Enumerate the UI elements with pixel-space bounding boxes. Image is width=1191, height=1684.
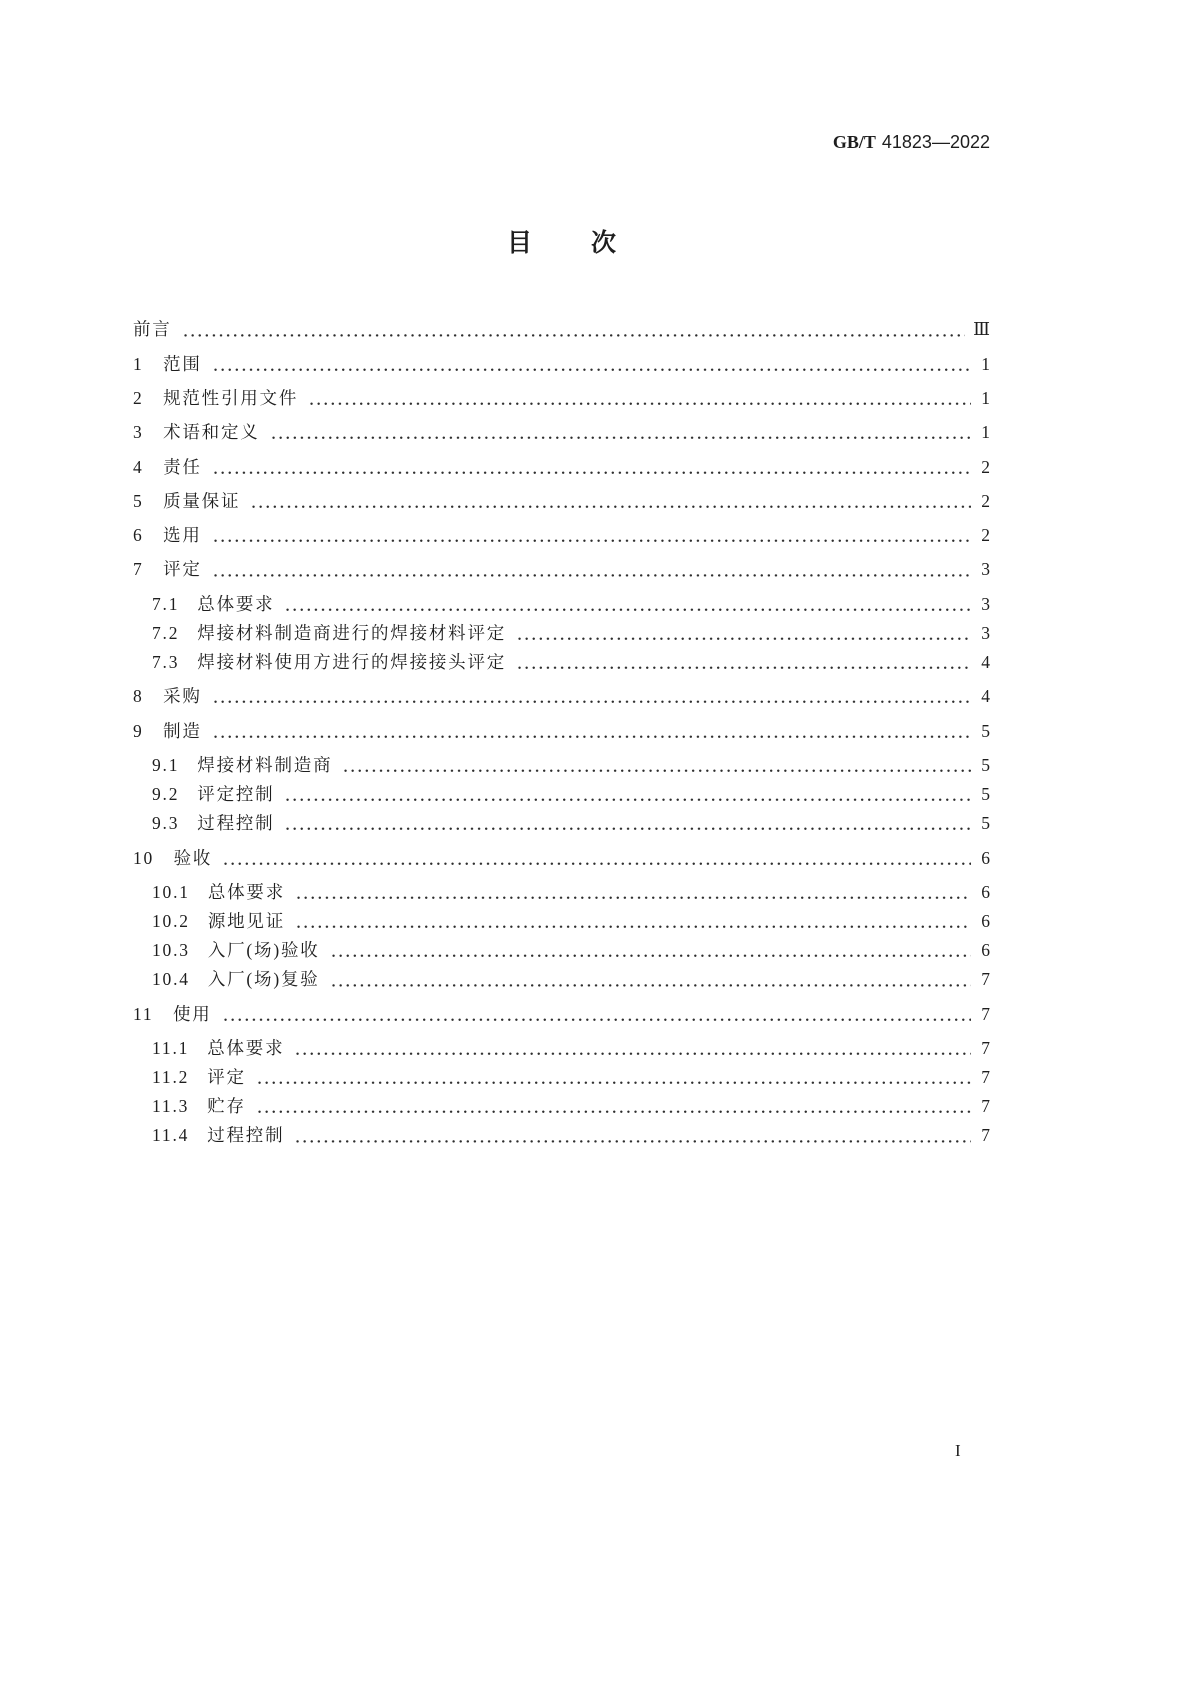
toc-entry-title: 前言 [133, 319, 172, 340]
toc-entry-number: 2 [133, 387, 144, 408]
toc-entry-page-number: 7 [981, 1067, 990, 1088]
toc-entry-page-number: 6 [981, 881, 990, 902]
dot-leader [222, 1000, 971, 1029]
dot-leader [516, 619, 971, 648]
toc-entry [133, 453, 990, 482]
toc-entry-number: 10 [133, 847, 155, 868]
toc-list [133, 310, 990, 1150]
toc-entry-number: 9.1 [152, 754, 180, 775]
toc-subentry [133, 648, 990, 677]
dot-leader [212, 521, 971, 550]
dot-leader [212, 555, 971, 584]
dot-leader [308, 384, 971, 413]
toc-entry-title: 评定控制 [197, 784, 275, 805]
dot-leader [212, 717, 971, 746]
toc-entry-number: 3 [133, 422, 144, 443]
toc-entry-title: 选用 [163, 525, 202, 546]
toc-entry-page-number: 5 [981, 784, 990, 805]
toc-entry-page-number: 4 [981, 686, 990, 707]
dot-leader [342, 751, 971, 780]
toc-subentry [133, 1034, 990, 1063]
toc-entry-title: 入厂(场)验收 [207, 940, 320, 961]
toc-entry-number: 8 [133, 686, 144, 707]
dot-leader [182, 315, 966, 344]
toc-entry-title: 过程控制 [207, 1125, 285, 1146]
toc-entry-page-number: 7 [981, 1037, 990, 1058]
dot-leader [284, 590, 971, 619]
toc-entry-page-number: 3 [981, 593, 990, 614]
toc-entry-title: 总体要求 [207, 881, 286, 902]
toc-subentry [133, 809, 990, 838]
dot-leader [256, 1092, 971, 1121]
toc-entry-number: 9.2 [152, 784, 180, 805]
toc-entry-title: 术语和定义 [163, 422, 260, 443]
toc-heading: 目 次 [507, 228, 620, 257]
dot-leader [250, 487, 971, 516]
toc-entry-page-number: 2 [981, 525, 990, 546]
toc-subentry [133, 1092, 990, 1121]
toc-entry [133, 521, 990, 550]
toc-entry-number: 11.4 [152, 1125, 190, 1146]
toc-subentry [133, 619, 990, 648]
toc-entry-page-number: 7 [981, 1125, 990, 1146]
toc-subentry [133, 1121, 990, 1150]
toc-entry-page-number: 2 [981, 456, 990, 477]
dot-leader [270, 418, 971, 447]
toc-entry-number: 9 [133, 720, 144, 741]
dot-leader [222, 844, 971, 873]
dot-leader [212, 682, 971, 711]
toc-entry-page-number: 1 [981, 422, 990, 443]
toc-entry [133, 682, 990, 711]
toc-entry-number: 4 [133, 456, 144, 477]
toc-entry-title: 采购 [163, 686, 202, 707]
toc-entry-title: 验收 [173, 847, 213, 868]
toc-subentry [133, 907, 990, 936]
toc-entry-page-number: 7 [981, 1003, 990, 1024]
toc-entry-title: 焊接材料使用方进行的焊接接头评定 [197, 652, 507, 673]
dot-leader [212, 350, 971, 379]
toc-entry-title: 评定 [207, 1067, 246, 1088]
toc-entry-number: 6 [133, 525, 144, 546]
toc-entry-page-number: 6 [981, 940, 990, 961]
toc-entry-page-number: 2 [981, 490, 990, 511]
toc-entry-number: 9.3 [152, 813, 180, 834]
toc-entry-title: 规范性引用文件 [163, 387, 299, 408]
toc-entry-page-number: 5 [981, 720, 990, 741]
toc-entry-title: 焊接材料制造商 [197, 754, 333, 775]
toc-subentry [133, 1063, 990, 1092]
toc-entry-number: 7.3 [152, 652, 180, 673]
toc-entry-title: 责任 [163, 456, 202, 477]
toc-entry-title: 使用 [172, 1003, 212, 1024]
toc-entry-title: 评定 [163, 559, 202, 580]
toc-entry-title: 源地见证 [207, 910, 286, 931]
toc-entry-page-number: 5 [981, 813, 990, 834]
dot-leader [294, 1121, 971, 1150]
toc-entry [133, 315, 990, 344]
toc-entry-number: 1 [133, 353, 144, 374]
toc-subentry [133, 590, 990, 619]
toc-entry-page-number: 1 [981, 387, 990, 408]
toc-entry-number: 5 [133, 490, 144, 511]
toc-entry-page-number: 3 [981, 559, 990, 580]
document-code-prefix: GB/T [832, 132, 876, 152]
dot-leader [330, 965, 971, 994]
toc-entry-number: 11.3 [152, 1096, 190, 1117]
toc-entry-number: 11.1 [152, 1037, 190, 1058]
toc-entry-page-number: 1 [981, 353, 990, 374]
toc-entry [133, 350, 990, 379]
toc-entry-title: 制造 [163, 720, 202, 741]
toc-subentry [133, 751, 990, 780]
dot-leader [516, 648, 971, 677]
toc-entry-number: 11.2 [152, 1067, 190, 1088]
toc-entry-page-number: 3 [981, 622, 990, 643]
toc-subentry [133, 965, 990, 994]
toc-entry-number: 10.3 [152, 940, 190, 961]
dot-leader [284, 780, 971, 809]
document-code-header [833, 130, 990, 154]
toc-entry [133, 487, 990, 516]
toc-entry [133, 555, 990, 584]
dot-leader [256, 1063, 971, 1092]
toc-entry-page-number: 5 [981, 754, 990, 775]
dot-leader [330, 936, 971, 965]
toc-entry-number: 10.2 [152, 910, 190, 931]
toc-entry-number: 10.4 [152, 969, 190, 990]
page-number-footer: I [955, 1441, 961, 1460]
toc-entry [133, 1000, 990, 1029]
toc-entry [133, 844, 990, 873]
toc-subentry [133, 780, 990, 809]
toc-entry-page-number: Ⅲ [973, 319, 990, 340]
toc-entry [133, 384, 990, 413]
toc-entry-title: 贮存 [207, 1096, 246, 1117]
toc-entry-page-number: 6 [981, 910, 990, 931]
dot-leader [212, 453, 971, 482]
toc-entry-page-number: 4 [981, 652, 990, 673]
toc-entry [133, 418, 990, 447]
toc-entry-number: 7.1 [152, 593, 180, 614]
document-code-number: 41823—2022 [881, 132, 990, 152]
toc-entry-title: 范围 [163, 353, 202, 374]
toc-entry-page-number: 7 [981, 1096, 990, 1117]
dot-leader [295, 907, 971, 936]
toc-entry-title: 质量保证 [163, 490, 241, 511]
toc-entry-number: 7.2 [152, 622, 180, 643]
toc-entry-title: 入厂(场)复验 [207, 969, 320, 990]
dot-leader [284, 809, 971, 838]
dot-leader [294, 1034, 971, 1063]
toc-entry-title: 过程控制 [197, 813, 275, 834]
toc-entry-title: 总体要求 [197, 593, 275, 614]
toc-entry-number: 7 [133, 559, 144, 580]
toc-entry-page-number: 7 [981, 969, 990, 990]
toc-subentry [133, 878, 990, 907]
toc-entry-title: 总体要求 [207, 1037, 285, 1058]
dot-leader [295, 878, 971, 907]
toc-entry-number: 11 [133, 1003, 154, 1024]
toc-entry-number: 10.1 [152, 881, 190, 902]
toc-entry-page-number: 6 [981, 847, 990, 868]
toc-subentry [133, 936, 990, 965]
toc-entry-title: 焊接材料制造商进行的焊接材料评定 [197, 622, 507, 643]
toc-entry [133, 717, 990, 746]
